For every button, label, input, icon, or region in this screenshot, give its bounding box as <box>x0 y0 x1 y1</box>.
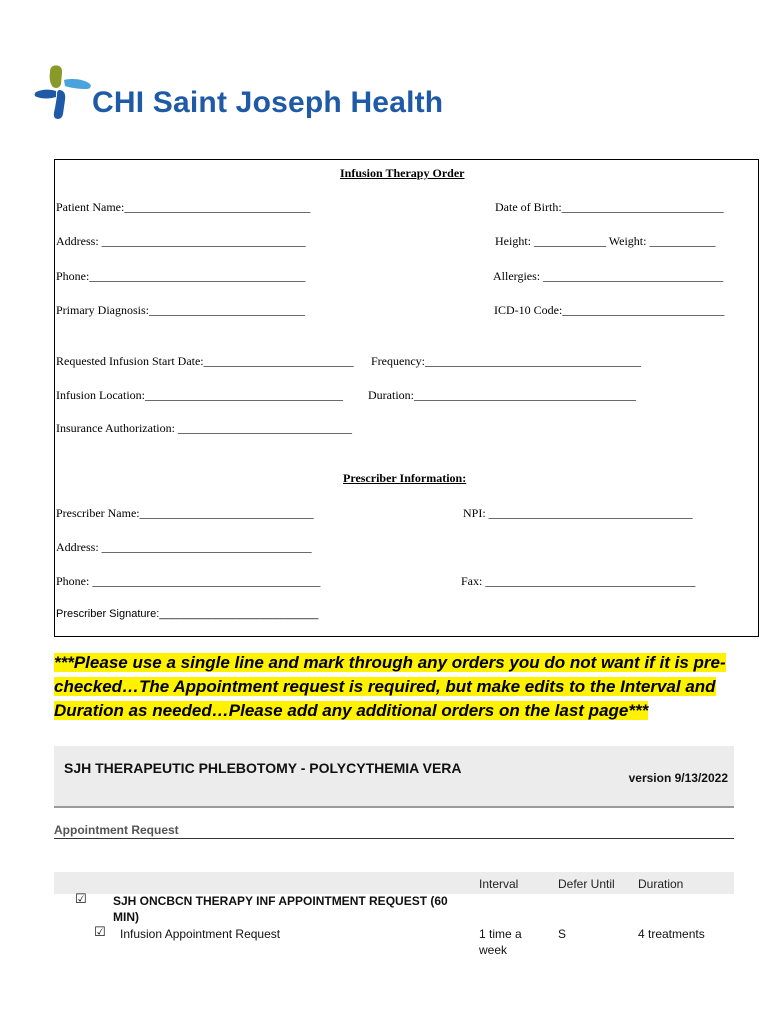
address-field[interactable]: Address: __________________________________ <box>56 234 306 248</box>
infusion-location-field[interactable]: Infusion Location:_________________________________ <box>56 388 343 402</box>
height-weight-field[interactable]: Height: ____________ Weight: ___________ <box>495 234 716 248</box>
order-checkbox-appointment[interactable]: ☑ <box>75 892 87 907</box>
instruction-note-text: ***Please use a single line and mark through any orders you do not want if it is pre-checked…The Appointment request is required, but make edits to the Interval and Duration as needed…Please add any additional orders on the last page*** <box>54 653 726 720</box>
infusion-order-form <box>54 159 759 637</box>
npi-field[interactable]: NPI: __________________________________ <box>463 506 693 520</box>
logo-text: CHI Saint Joseph Health <box>92 86 444 119</box>
column-defer-until: Defer Until <box>558 877 615 891</box>
order-interval[interactable]: 1 time a week <box>479 927 522 957</box>
section-title-appointment-request: Appointment Request <box>54 823 179 837</box>
order-set-title: SJH THERAPEUTIC PHLEBOTOMY - POLYCYTHEMIA VERA <box>64 760 462 776</box>
primary-diagnosis-field[interactable]: Primary Diagnosis:__________________________ <box>56 303 305 317</box>
allergies-field[interactable]: Allergies: ______________________________ <box>493 269 724 283</box>
chi-logo <box>34 64 484 124</box>
instruction-note <box>54 651 744 723</box>
column-interval: Interval <box>479 877 519 891</box>
order-column-header <box>54 872 734 894</box>
icd10-field[interactable]: ICD-10 Code:___________________________ <box>494 303 725 317</box>
order-duration[interactable]: 4 treatments <box>638 927 705 941</box>
order-defer-until[interactable]: S <box>558 927 567 941</box>
phone-field[interactable]: Phone:____________________________________ <box>56 269 306 283</box>
prescriber-heading: Prescriber Information: <box>343 471 467 485</box>
cross-logo-icon <box>34 64 94 124</box>
insurance-authorization-field[interactable]: Insurance Authorization: _____________________________ <box>56 421 352 435</box>
column-duration: Duration <box>638 877 684 891</box>
section-divider <box>54 838 734 839</box>
order-set-version: version 9/13/2022 <box>628 771 728 785</box>
prescriber-address-field[interactable]: Address: ___________________________________ <box>56 540 312 554</box>
form-title: Infusion Therapy Order <box>340 166 465 180</box>
order-label-infusion-request: Infusion Appointment Request <box>120 927 281 941</box>
order-set-header <box>54 746 734 808</box>
date-of-birth-field[interactable]: Date of Birth:___________________________ <box>495 200 724 214</box>
frequency-field[interactable]: Frequency:____________________________________ <box>371 354 641 368</box>
infusion-start-date-field[interactable]: Requested Infusion Start Date:_________________________ <box>56 354 354 368</box>
patient-name-field[interactable]: Patient Name:_______________________________ <box>56 200 311 214</box>
prescriber-phone-field[interactable]: Phone: ______________________________________ <box>56 574 321 588</box>
order-checkbox-infusion-request[interactable]: ☑ <box>94 925 106 940</box>
prescriber-signature-field[interactable]: Prescriber Signature:__________________________ <box>56 608 319 620</box>
order-label-appointment: SJH ONCBCN THERAPY INF APPOINTMENT REQUEST (60 MIN) <box>113 894 448 924</box>
prescriber-name-field[interactable]: Prescriber Name:_____________________________ <box>56 506 314 520</box>
fax-field[interactable]: Fax: ___________________________________ <box>461 574 696 588</box>
duration-field[interactable]: Duration:_____________________________________ <box>368 388 636 402</box>
